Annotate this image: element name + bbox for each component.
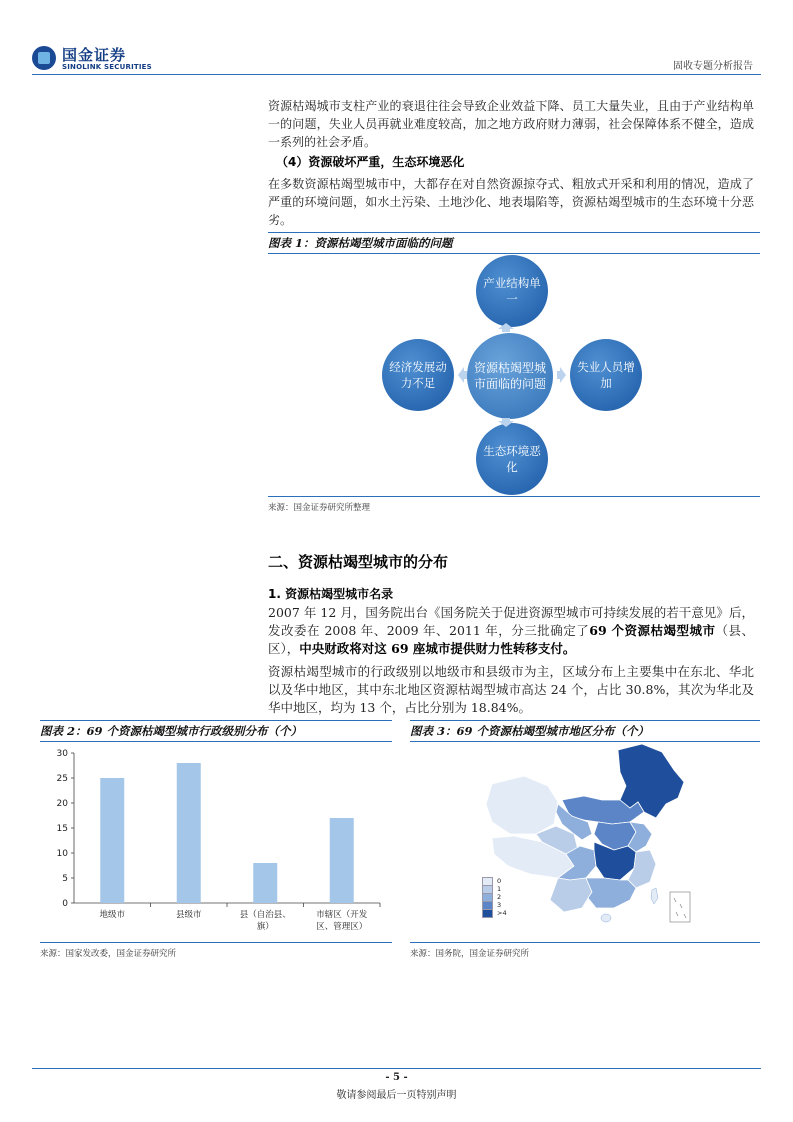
paragraph-social-issues: 资源枯竭城市支柱产业的衰退往往会导致企业效益下降、员工大量失业，且由于产业结构单一的问题，失业人员再就业难度较高，加之地方政府财力薄弱，社会保障体系不健全，造成一系列的社会矛盾。 — [268, 99, 754, 149]
y-tick-label: 25 — [56, 774, 68, 784]
region-southwest — [550, 878, 592, 912]
figure2-source: 来源：国家发改委，国金证券研究所 — [40, 949, 177, 959]
figure2-title: 图表 2：69 个资源枯竭型城市行政级别分布（个） — [40, 724, 303, 738]
figure3-bottom-line — [410, 942, 760, 943]
logo-english-name: SINOLINK SECURITIES — [62, 63, 152, 71]
region-taiwan — [651, 888, 658, 904]
highlight-69-cities: 69 个资源枯竭型城市 — [589, 623, 716, 638]
legend-label: 0 — [497, 877, 502, 885]
paragraph-ecology: 在多数资源枯竭型城市中，大都存在对自然资源掠夺式、粗放式开采和利用的情况，造成了严重的环境问题，如水土污染、土地沙化、地表塌陷等，资源枯竭型城市的生态环境十分恶劣。 — [268, 177, 754, 227]
footer-divider — [32, 1068, 761, 1069]
x-category-label: 区、管理区） — [316, 922, 368, 932]
map-legend — [482, 877, 507, 917]
y-tick-label: 30 — [56, 749, 68, 759]
bar-0 — [100, 778, 124, 903]
x-category-label: 县（自治县、 — [239, 910, 291, 920]
map-legend-items — [482, 877, 507, 917]
legend-item — [482, 909, 507, 917]
x-category-label: 地级市 — [99, 910, 126, 920]
section-heading-distribution: 二、资源枯竭型城市的分布 — [268, 553, 449, 571]
y-tick-label: 20 — [56, 799, 68, 809]
legend-label: 2 — [497, 893, 502, 901]
south-china-sea-inset — [670, 892, 690, 922]
bar-1 — [177, 763, 201, 903]
figure1-title: 图表 1：资源枯竭型城市面临的问题 — [268, 236, 453, 250]
y-tick-label: 15 — [56, 824, 68, 834]
problem-diagram — [380, 255, 635, 495]
report-type: 固收专题分析报告 — [673, 61, 753, 72]
subsection-city-list: 1. 资源枯竭型城市名录 — [268, 587, 394, 601]
diagram-top-node: 产业结构单一 — [476, 255, 548, 327]
header-divider — [32, 74, 761, 75]
diagram-right-node: 失业人员增加 — [570, 339, 642, 411]
figure2-title-line — [40, 741, 392, 742]
legend-label: >4 — [497, 909, 507, 917]
arrow-left-icon — [458, 367, 464, 383]
x-category-label: 市辖区（开发 — [316, 910, 368, 920]
figure3-source: 来源：国务院，国金证券研究所 — [410, 949, 530, 959]
x-category-label: 旗） — [256, 922, 274, 932]
y-tick-label: 0 — [62, 899, 68, 909]
bar-chart-admin-level — [40, 745, 392, 940]
company-logo — [32, 42, 172, 76]
logo-mark — [32, 46, 56, 70]
figure2-top-line — [40, 720, 392, 721]
paragraph-distribution: 资源枯竭型城市的行政级别以地级市和县级市为主，区域分布上主要集中在东北、华北以及华中地区，其中东北地区资源枯竭型城市高达 24 个，占比 30.8%，其次为华北及华中地区，均为 13 个，占比分别为 18.84%。 — [268, 664, 754, 715]
figure3-title: 图表 3：69 个资源枯竭型城市地区分布（个） — [410, 724, 650, 738]
arrow-right-icon — [560, 367, 566, 383]
diagram-center-node: 资源枯竭型城市面临的问题 — [467, 333, 553, 419]
legend-label: 3 — [497, 901, 502, 909]
legend-swatch — [482, 909, 493, 918]
paragraph-city-list: 2007 年 12 月，国务院出台《国务院关于促进资源型城市可持续发展的若干意见》后，发改委在 2008 年、2009 年、2011 年，分三批确定了69 个资源枯竭型城市（县、区），中央财政将对这 69 座城市提供财力性转移支付。 — [268, 605, 754, 656]
footer-disclaimer: 敬请参阅最后一页特别声明 — [336, 1090, 457, 1101]
y-tick-label: 10 — [56, 849, 68, 859]
diagram-left-node: 经济发展动力不足 — [382, 339, 454, 411]
bar-3 — [330, 818, 354, 903]
bar-2 — [253, 863, 277, 903]
figure1-source: 来源：国金证券研究所整理 — [268, 503, 371, 513]
figure1-top-line — [268, 232, 760, 233]
figure1-title-line — [268, 253, 760, 254]
x-category-label: 县级市 — [175, 910, 202, 920]
figure1-bottom-line — [268, 496, 760, 497]
highlight-fiscal-transfer: 中央财政将对这 69 座城市提供财力性转移支付。 — [299, 641, 576, 656]
logo-chinese-name: 国金证券 — [62, 46, 127, 64]
region-south-china — [586, 878, 636, 908]
y-tick-label: 5 — [62, 874, 68, 884]
figure3-top-line — [410, 720, 760, 721]
diagram-arrows — [380, 255, 620, 495]
page-number: - 5 - — [385, 1072, 408, 1083]
arrow-down-icon — [498, 421, 514, 427]
figure2-bottom-line — [40, 942, 392, 943]
legend-label: 1 — [497, 885, 502, 893]
subheading-ecology: （4）资源破坏严重，生态环境恶化 — [276, 155, 465, 169]
diagram-bottom-node: 生态环境恶化 — [476, 423, 548, 495]
region-xinjiang — [486, 776, 558, 834]
region-hainan — [601, 914, 611, 922]
arrow-up-icon — [498, 323, 514, 329]
